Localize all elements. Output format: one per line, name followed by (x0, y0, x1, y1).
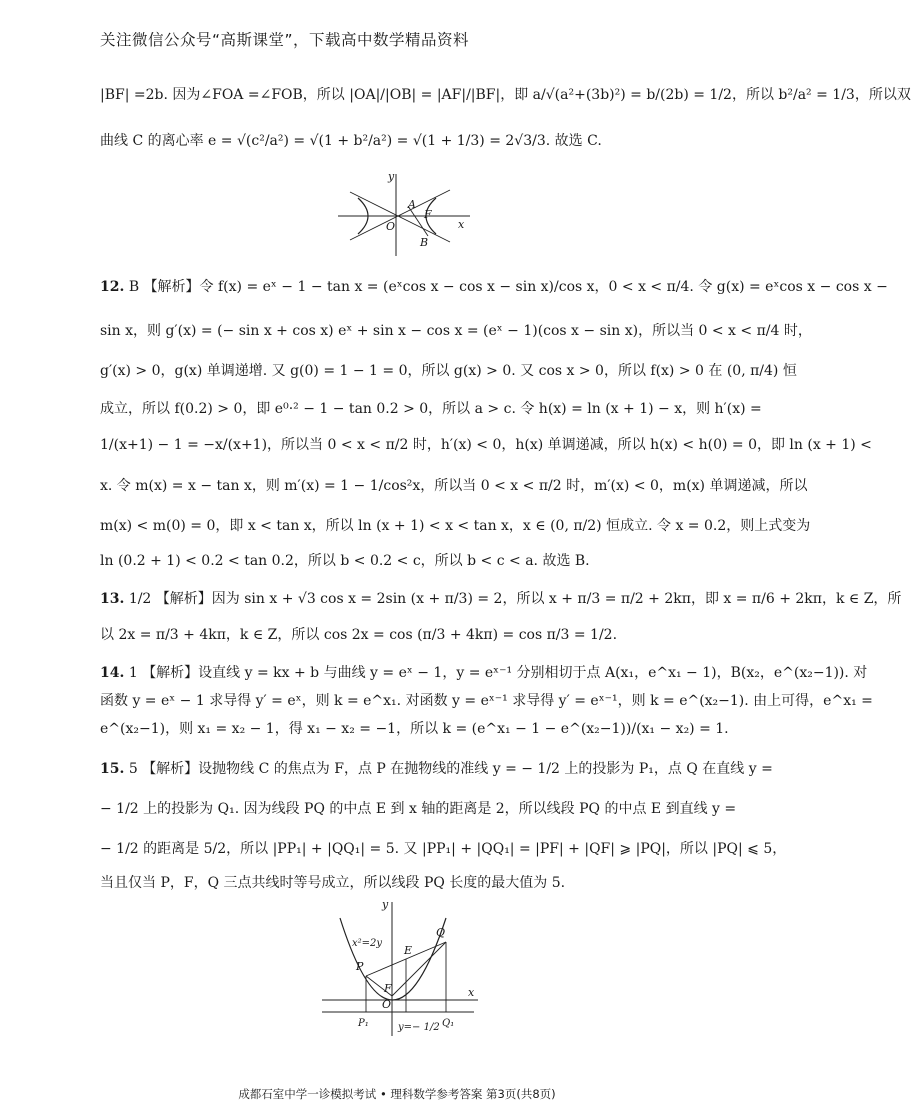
q14-line-1 (100, 664, 867, 682)
q12-text-1: B 【解析】令 f(x) = eˣ − 1 − tan x = (eˣcos x − cos x − sin x)/cos x，0 < x < π/4. 令 g(x) = eˣcos x − cos x − (128, 279, 888, 295)
label-f: F (384, 982, 392, 995)
q12-line-1 (100, 278, 888, 296)
label-directrix: y=− 1/2 (398, 1022, 440, 1033)
q12-line-5: 1/(x+1) − 1 = −x/(x+1)，所以当 0 < x < π/2 时，h′(x) < 0，h(x) 单调递减，所以 h(x) < h(0) = 0，即 ln (x + 1) < (100, 437, 872, 453)
label-p1: P₁ (358, 1018, 369, 1029)
q13-text-1: 1/2 【解析】因为 sin x + √3 cos x = 2sin (x + π/3) = 2，所以 x + π/3 = π/2 + 2kπ，即 x = π/6 + 2kπ，k ∈ Z，所 (128, 591, 902, 607)
header-note: 关注微信公众号“高斯课堂”，下载高中数学精品资料 (100, 31, 470, 49)
q15-line-2: − 1/2 上的投影为 Q₁. 因为线段 PQ 的中点 E 到 x 轴的距离是 2，所以线段 PQ 的中点 E 到直线 y = (100, 801, 737, 817)
q15-line-3: − 1/2 的距离是 5/2，所以 |PP₁| + |QQ₁| = 5. 又 |PP₁| + |QQ₁| = |PF| + |QF| ⩾ |PQ|，所以 |PQ| ⩽ 5， (100, 841, 787, 857)
label-p: P (356, 960, 364, 973)
label-a: A (408, 198, 416, 211)
q15-line-1 (100, 760, 773, 778)
q12-line-4: 成立，所以 f(0.2) > 0，即 e⁰·² − 1 − tan 0.2 > 0，所以 a > c. 令 h(x) = ln (x + 1) − x，则 h′(x) = (100, 401, 762, 417)
q15-number: 15. (100, 761, 125, 777)
sec11-line-2: 曲线 C 的离心率 e = √(c²/a²) = √(1 + b²/a²) = √(1 + 1/3) = 2√3/3. 故选 C. (100, 133, 602, 149)
label-y: y (388, 170, 395, 183)
q14-text-1: 1 【解析】设直线 y = kx + b 与曲线 y = eˣ − 1，y = eˣ⁻¹ 分别相切于点 A(x₁，e^x₁ − 1)，B(x₂，e^(x₂−1)). 对 (128, 665, 868, 681)
hyperbola-figure (330, 168, 480, 258)
q13-number: 13. (100, 591, 125, 607)
label-x: x (468, 986, 475, 999)
q13-line-2: 以 2x = π/3 + 4kπ，k ∈ Z，所以 cos 2x = cos (π/3 + 4kπ) = cos π/3 = 1/2. (100, 627, 618, 643)
q12-line-3: g′(x) > 0，g(x) 单调递增. 又 g(0) = 1 − 1 = 0，所以 g(x) > 0. 又 cos x > 0，所以 f(x) > 0 在 (0, π/4) 恒 (100, 363, 797, 379)
label-x: x (458, 218, 465, 231)
q12-line-8: ln (0.2 + 1) < 0.2 < tan 0.2，所以 b < 0.2 < c，所以 b < c < a. 故选 B. (100, 553, 590, 569)
q12-line-6: x. 令 m(x) = x − tan x，则 m′(x) = 1 − 1/cos²x，所以当 0 < x < π/2 时，m′(x) < 0，m(x) 单调递减，所以 (100, 478, 808, 494)
sec11-line-1: |BF| =2b. 因为∠FOA =∠FOB，所以 |OA|/|OB| = |AF|/|BF|，即 a/√(a²+(3b)²) = b/(2b) = 1/2，所以 b²/a² = 1/3，所以双 (100, 87, 911, 103)
q13-line-1 (100, 590, 901, 608)
label-b: B (420, 236, 429, 249)
q15-line-4: 当且仅当 P，F，Q 三点共线时等号成立，所以线段 PQ 长度的最大值为 5. (100, 875, 566, 891)
label-e: E (404, 944, 413, 957)
parabola-curve (340, 918, 446, 1000)
q14-line-2: 函数 y = eˣ − 1 求导得 y′ = eˣ，则 k = e^x₁. 对函数 y = eˣ⁻¹ 求导得 y′ = eˣ⁻¹，则 k = e^(x₂−1). 由上可得，e^x₁ = (100, 693, 873, 709)
q15-text-1: 5 【解析】设抛物线 C 的焦点为 F，点 P 在抛物线的准线 y = − 1/2 上的投影为 P₁，点 Q 在直线 y = (128, 761, 773, 777)
label-q1: Q₁ (442, 1018, 455, 1029)
parabola-figure (318, 896, 488, 1038)
q14-line-3: e^(x₂−1)，则 x₁ = x₂ − 1，得 x₁ − x₂ = −1，所以 k = (e^x₁ − 1 − e^(x₂−1))/(x₁ − x₂) = 1. (100, 721, 729, 737)
q12-number: 12. (100, 279, 125, 295)
q14-number: 14. (100, 665, 125, 681)
label-curve: x²=2y (352, 938, 383, 949)
label-o: O (382, 998, 392, 1011)
label-f: F (424, 208, 432, 221)
label-q: Q (436, 926, 446, 939)
label-o: O (386, 220, 396, 233)
q12-line-2: sin x，则 g′(x) = (− sin x + cos x) eˣ + sin x − cos x = (eˣ − 1)(cos x − sin x)，所以当 0 < x < π/4 时， (100, 323, 812, 339)
q12-line-7: m(x) < m(0) = 0，即 x < tan x，所以 ln (x + 1) < x < tan x，x ∈ (0, π/2) 恒成立. 令 x = 0.2，则上式变为 (100, 518, 811, 534)
page-footer: 成都石室中学一诊模拟考试 • 理科数学参考答案 第3页(共8页) (238, 1087, 556, 1101)
label-y: y (382, 898, 389, 911)
segment-fq (392, 942, 446, 996)
